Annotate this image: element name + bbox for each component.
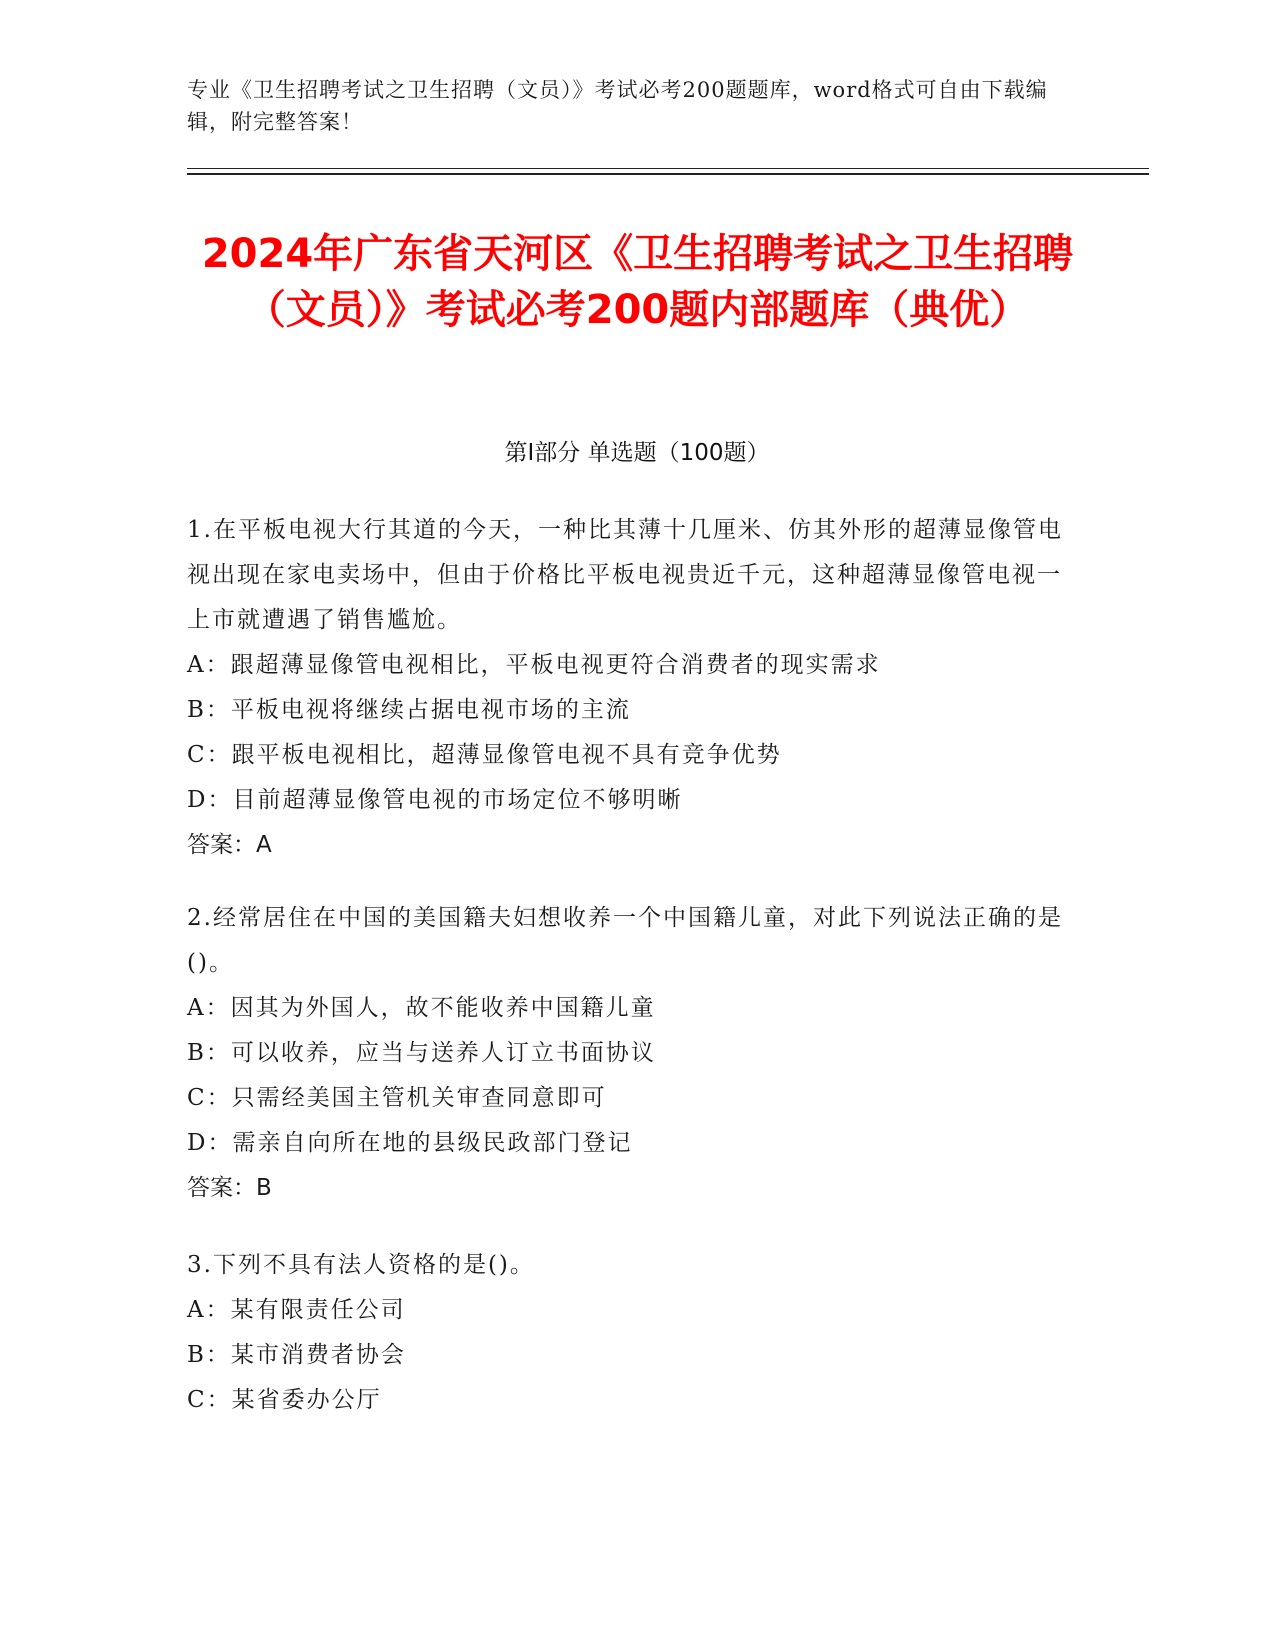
- header-note: 专业《卫生招聘考试之卫生招聘（文员）》考试必考200题题库，word格式可自由下载编辑，附完整答案！: [187, 78, 1048, 134]
- question-stem: 3.下列不具有法人资格的是()。: [187, 1252, 535, 1278]
- question-2: [187, 896, 1067, 1211]
- option-b: B：某市消费者协会: [187, 1342, 406, 1368]
- question-1: [187, 508, 1067, 868]
- option-d: D：需亲自向所在地的县级民政部门登记: [187, 1130, 633, 1156]
- option-c: C：跟平板电视相比，超薄显像管电视不具有竞争优势: [187, 742, 782, 768]
- option-b: B：可以收养，应当与送养人订立书面协议: [187, 1040, 656, 1066]
- section-heading: 第I部分 单选题（100题）: [504, 440, 770, 466]
- question-stem: 1.在平板电视大行其道的今天，一种比其薄十几厘米、仿其外形的超薄显像管电视出现在家电卖场中，但由于价格比平板电视贵近千元，这种超薄显像管电视一上市就遭遇了销售尴尬。: [187, 517, 1063, 633]
- option-a: A：因其为外国人，故不能收养中国籍儿童: [187, 995, 656, 1021]
- option-b: B：平板电视将继续占据电视市场的主流: [187, 697, 631, 723]
- option-d: D：目前超薄显像管电视的市场定位不够明晰: [187, 787, 683, 813]
- option-c: C：只需经美国主管机关审查同意即可: [187, 1085, 607, 1111]
- answer: 答案：B: [187, 1175, 272, 1201]
- question-3: [187, 1243, 1067, 1423]
- header-rule-bottom: [187, 173, 1149, 175]
- question-stem: 2.经常居住在中国的美国籍夫妇想收养一个中国籍儿童，对此下列说法正确的是()。: [187, 905, 1063, 976]
- option-a: A：某有限责任公司: [187, 1297, 406, 1323]
- answer: 答案：A: [187, 832, 272, 858]
- document-title: 2024年广东省天河区《卫生招聘考试之卫生招聘（文员）》考试必考200题内部题库（典优）: [201, 231, 1074, 333]
- option-c: C：某省委办公厅: [187, 1387, 382, 1413]
- option-a: A：跟超薄显像管电视相比，平板电视更符合消费者的现实需求: [187, 652, 881, 678]
- header-rule-top: [187, 168, 1149, 169]
